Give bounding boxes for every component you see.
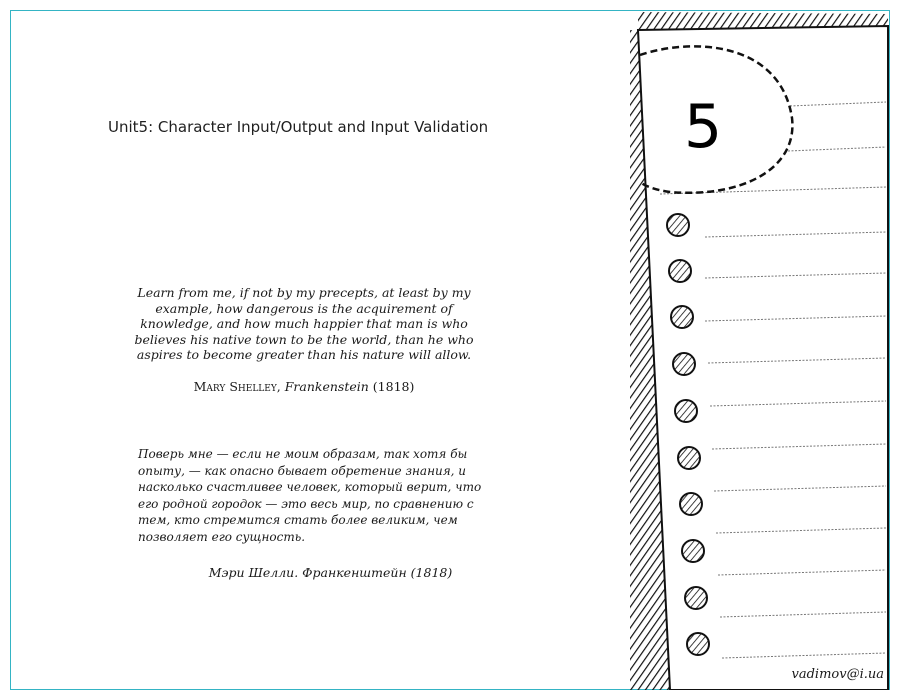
quote-book: Frankenstein: [284, 379, 369, 394]
chapter-number: 5: [684, 92, 723, 162]
quote-english-attribution: [128, 379, 480, 394]
quote-english: Learn from me, if not by my precepts, at least by my example, how dangerous is the acquirement of knowledge, and how much happier that man is who believes his native town to be the world, than he who aspires to become greater than his nature will allow.: [134, 285, 474, 363]
quote-year: (1818): [372, 379, 415, 394]
quote-russian: Поверь мне — если не моим образам, так хотя бы опыту, — как опасно бывает обретение знания, и насколько счастливее человек, который верит, что его родной городок — это весь мир, по сравнению с тем, кто стремится стать более великим, чем позволяет его сущность.: [138, 447, 482, 544]
quote-author: Mary Shelley,: [193, 379, 281, 394]
notebook-illustration: [630, 10, 890, 690]
quote-russian-attribution: Мэри Шелли. Франкенштейн (1818): [208, 565, 453, 580]
footer-email: vadimov@i.ua: [791, 667, 884, 682]
slide-title: Unit5: Character Input/Output and Input Validation: [108, 118, 489, 136]
